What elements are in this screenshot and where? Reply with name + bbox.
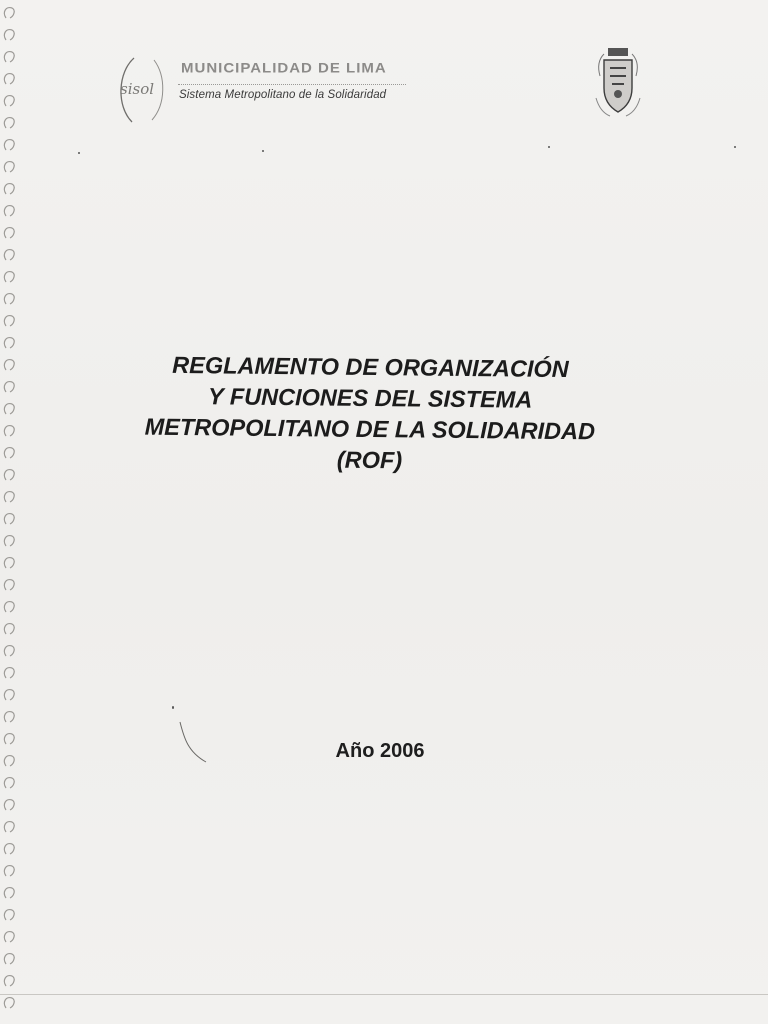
organization-name: MUNICIPALIDAD DE LIMA [181,60,387,77]
scan-speck [262,150,264,152]
binding-ring [4,448,14,458]
binding-ring [4,558,14,568]
binding-ring [4,800,14,810]
binding-ring [4,338,14,348]
lima-coat-of-arms-icon [590,42,646,122]
sisol-logo-icon [112,50,172,130]
spiral-binding-edge [0,0,34,1024]
binding-ring [4,30,14,40]
binding-ring [4,162,14,172]
binding-ring [4,668,14,678]
scan-speck [548,146,550,148]
binding-ring [4,294,14,304]
title-line-1: REGLAMENTO DE ORGANIZACIÓN [172,351,569,383]
page-bottom-edge [0,994,768,995]
binding-ring [4,316,14,326]
binding-ring [4,426,14,436]
binding-ring [4,778,14,788]
binding-ring [4,360,14,370]
binding-ring [4,536,14,546]
binding-ring [4,272,14,282]
binding-ring [4,96,14,106]
binding-ring [4,888,14,898]
binding-ring [4,932,14,942]
binding-ring [4,866,14,876]
binding-ring [4,228,14,238]
title-line-3: METROPOLITANO DE LA SOLIDARIDAD [144,413,596,445]
scan-speck [78,152,80,154]
binding-ring [4,954,14,964]
svg-text:sisol: sisol [120,80,155,98]
binding-ring [4,580,14,590]
binding-ring [4,756,14,766]
binding-ring [4,74,14,84]
binding-ring [4,514,14,524]
organization-subtitle: Sistema Metropolitano de la Solidaridad [179,89,387,101]
binding-ring [4,734,14,744]
binding-ring [4,8,14,18]
pen-mark [176,718,216,768]
binding-ring [4,206,14,216]
binding-ring [4,910,14,920]
title-line-4: (ROF) [336,446,403,474]
binding-ring [4,998,14,1008]
binding-ring [4,602,14,612]
binding-ring [4,976,14,986]
binding-ring [4,690,14,700]
binding-ring [4,646,14,656]
document-title [59,349,680,479]
binding-ring [4,250,14,260]
binding-ring [4,822,14,832]
binding-ring [4,404,14,414]
binding-ring [4,140,14,150]
binding-ring [4,52,14,62]
binding-ring [4,470,14,480]
binding-ring [4,184,14,194]
title-line-2: Y FUNCIONES DEL SISTEMA [207,383,533,413]
document-year: Año 2006 [335,740,425,762]
binding-ring [4,712,14,722]
scan-speck [172,706,174,709]
binding-ring [4,624,14,634]
binding-ring [4,382,14,392]
binding-ring [4,492,14,502]
binding-ring [4,844,14,854]
binding-ring [4,118,14,128]
header-divider [178,84,406,85]
scan-speck [734,146,736,148]
